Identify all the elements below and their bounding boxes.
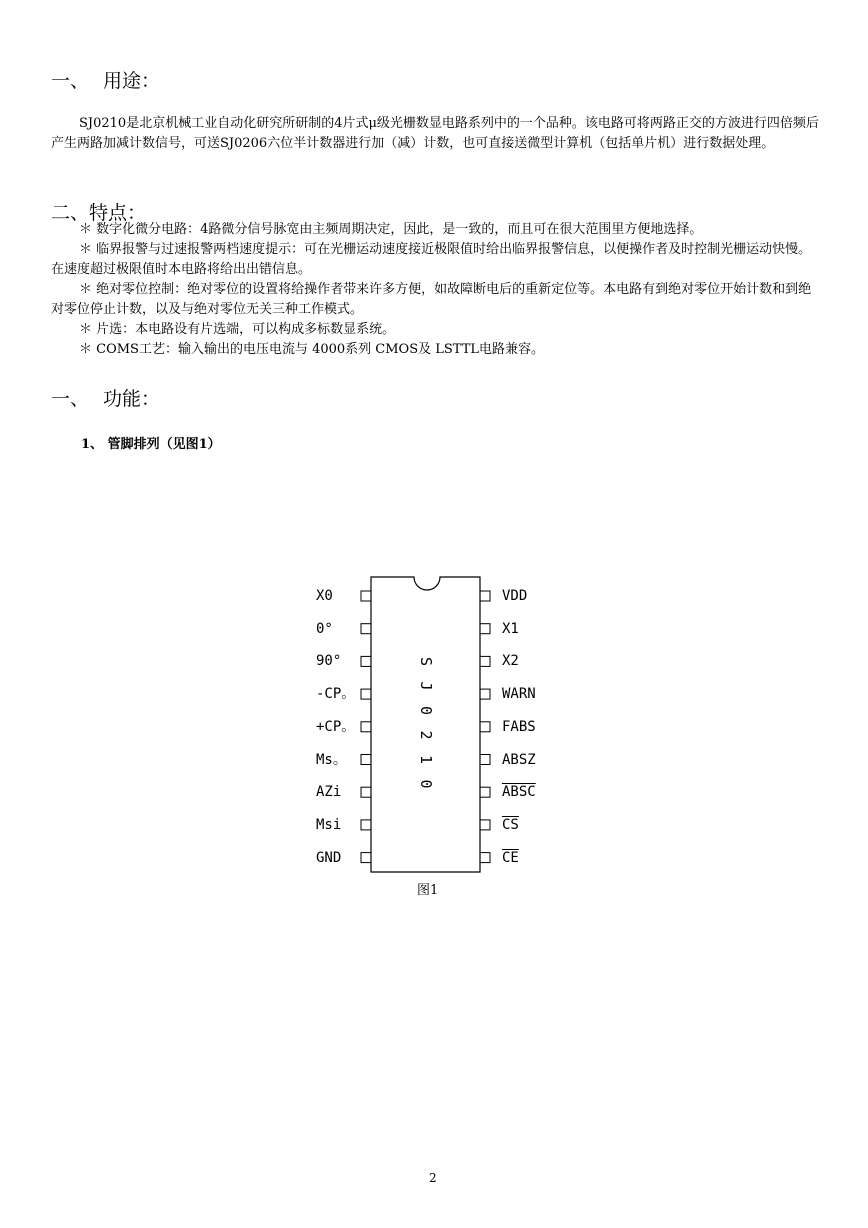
feature-item: ＊ 数字化微分电路：4路微分信号脉宽由主频周期决定，因此，是一致的，而且可在很大范围里方便地选择。: [79, 222, 703, 237]
pin-left-7: [361, 787, 371, 797]
pin-right-9: [480, 853, 490, 863]
pin-right-5: [480, 722, 490, 732]
pin-right-3: [480, 656, 490, 666]
pin-left-9: [361, 853, 371, 863]
section-number: 一、: [51, 70, 90, 92]
chip-name-char: 0: [417, 779, 435, 789]
subsection-title: 1、 管脚排列（见图1）: [81, 437, 221, 452]
section-title: 用途：: [103, 70, 161, 92]
pin-label-left: -CP。: [316, 686, 356, 703]
chip-body: [371, 577, 480, 872]
chip-name-char: 0: [417, 706, 435, 716]
feature-item: ＊ 绝对零位控制：绝对零位的设置将给操作者带来许多方便，如故障断电后的重新定位等。本电路有到绝对零位开始计数和到绝对零位停止计数，以及与绝对零位无关三种工作模式。: [51, 282, 812, 317]
section-title: 功能：: [103, 388, 161, 410]
pin-label-right: WARN: [502, 686, 536, 703]
pin-label-right: VDD: [502, 588, 528, 604]
pin-label-right: ABSZ: [502, 751, 536, 768]
feature-item: ＊ COMS工艺：输入输出的电压电流与 4000系列 CMOS及 LSTTL电路兼容。: [79, 342, 545, 357]
pin-right-1: [480, 591, 490, 601]
chip-name: [417, 657, 435, 789]
pin-right-2: [480, 624, 490, 634]
feature-item: ＊ 临界报警与过速报警两档速度提示：可在光栅运动速度接近极限值时给出临界报警信息，以便操作者及时控制光栅运动快慢。在速度超过极限值时本电路将给出出错信息。: [51, 242, 812, 277]
pin-label-right: X2: [502, 653, 519, 670]
pin-right-6: [480, 755, 490, 765]
pin-label-right: FABS: [502, 718, 536, 735]
section-number: 一、: [51, 388, 90, 410]
pin-label-right: $\overline{CS}$: [502, 816, 519, 833]
pin-label-left: AZi: [316, 784, 342, 801]
pin-left-1: [361, 591, 371, 601]
pin-label-left: Msi: [316, 816, 342, 833]
pin-label-right: $\overline{CE}$: [502, 849, 519, 866]
pin-stubs: [361, 591, 490, 863]
pin-label-left: +CP。: [316, 718, 356, 735]
pin-left-4: [361, 689, 371, 699]
chip-name-char: 2: [417, 730, 435, 740]
pin-right-4: [480, 689, 490, 699]
pin-label-right: X1: [502, 620, 519, 637]
pin-left-2: [361, 624, 371, 634]
pin-label-right: ABSC: [502, 784, 536, 801]
feature-item: ＊ 片选：本电路设有片选端，可以构成多标数显系统。: [79, 322, 396, 337]
page-number: 2: [429, 1171, 437, 1185]
pin-left-5: [361, 722, 371, 732]
figure-caption: 图1: [417, 883, 439, 898]
section-title: 二、特点：: [51, 202, 147, 224]
chip-name-char: S: [417, 657, 435, 667]
chip-name-char: J: [417, 681, 435, 691]
pin-label-left: X0: [316, 588, 333, 604]
intro-paragraph: SJ0210是北京机械工业自动化研究所研制的4片式μ级光栅数显电路系列中的一个品种。该电路可将两路正交的方波进行四倍频后产生两路加减计数信号，可送SJ0206六位半计数器进行加（减）计数，也可直接送微型计算机（包括单片机）进行数据处理。: [51, 116, 819, 151]
pin-label-left: Ms。: [316, 751, 347, 768]
pin-right-8: [480, 820, 490, 830]
pin-label-left: 90°: [316, 653, 342, 670]
pin-left-8: [361, 820, 371, 830]
pin-right-7: [480, 787, 490, 797]
pin-left-6: [361, 755, 371, 765]
pin-label-left: 0°: [316, 620, 333, 637]
chip-name-char: 1: [417, 755, 435, 765]
pin-left-3: [361, 656, 371, 666]
pin-label-left: GND: [316, 849, 342, 866]
